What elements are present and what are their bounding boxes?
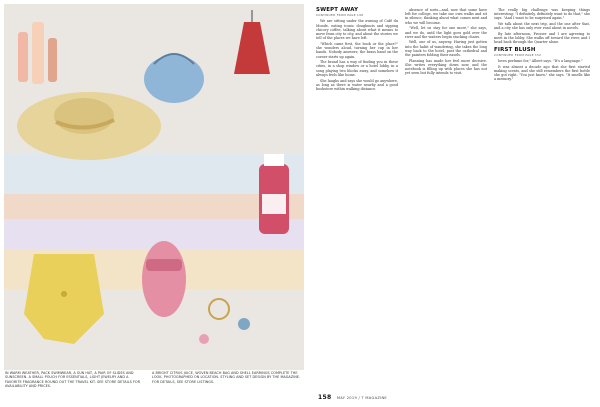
collage-artwork xyxy=(4,4,304,370)
paragraph: "Which came first, the book or the place?" she wonders aloud, turning her cup in her hands. Nobody answers; the brass band on the corner starts up again. xyxy=(316,41,398,59)
paragraph: We talk about the next trip, and the one after that, and a city she has only ever read about in novels. xyxy=(494,22,590,31)
paragraph: The brand has a way of finding you in these cities, in a shop window or a hotel lobby, in a song playing two blocks away, and somehow it always feels like home. xyxy=(316,60,398,77)
paragraph: By late afternoon, Prosser and I are agreeing to meet in the lobby. She walks off toward the river, and I head back through the Quarter alone. xyxy=(494,32,590,45)
page-footer xyxy=(318,394,387,401)
sub-continued-line: CONTINUED FROM PAGE 152 xyxy=(494,52,542,57)
paragraph: "Well, let us stay for one more," she says, and we do, until the light goes gold over the river and the waiters begin stacking chairs. xyxy=(405,26,487,39)
sub-article-kicker: FIRST BLUSH xyxy=(494,46,536,53)
article-column-2 xyxy=(405,8,487,77)
paragraph: We are sitting under the awning of Café du Monde, eating iconic doughnuts and sipping chicory coffee, talking about what it means to move from city to city, and about the stories we tell of the places we have left. xyxy=(316,19,398,41)
paragraph: She laughs and says she would go anywhere, as long as there is water nearby and a good bookstore within walking distance. xyxy=(316,78,398,91)
continued-from-line: CONTINUED FROM PAGE 148 xyxy=(316,13,364,18)
photo-caption-right: A BRIGHT CITRUS JUICE, WOVEN BEACH BAG AND SHELL EARRINGS COMPLETE THE LOOK. PHOTOGRAPHED ON LOCATION. STYLING AND SET DESIGN BY THE MAGAZINE. FOR DETAILS, SEE STORE LISTINGS. xyxy=(152,371,301,384)
article-kicker: SWEPT AWAY xyxy=(316,7,359,13)
pink-slides-image xyxy=(142,241,186,317)
paragraph: Planning has made her feel more decisive. She writes everything down now, and the notebook is filling up with places she has not yet seen but fully intends to visit. xyxy=(405,58,487,76)
article-column-1 xyxy=(316,8,398,93)
paragraph: absence of sorts—and, now that some have left for college, we take our own walks and sit in silence, thinking about what comes next and who we will become. xyxy=(405,8,487,25)
juice-bottle-image xyxy=(259,154,289,234)
product-photo-collage xyxy=(4,4,304,370)
photo-caption-left: IN WARM WEATHER, PACK SWIMWEAR, A SUN HAT, A PAIR OF SLIDES AND SUNSCREEN. A SMALL POUCH FOR ESSENTIALS, LIGHT JEWELRY AND A FAVORITE FRAGRANCE ROUND OUT THE TRAVEL KIT. SEE STORE DETAILS FOR AVAILABILITY AND PRICES. xyxy=(5,371,141,388)
sun-hat-image xyxy=(17,92,161,160)
article-column-3 xyxy=(494,8,590,83)
paragraph: It was almost a decade ago that she first started making scents, and she still remembers the first bottle she got right. "You just know," she says. "It smells like a memory." xyxy=(494,64,590,82)
paragraph: loves perfume for," Albert says. "It's a language." xyxy=(498,59,583,64)
page-number: 158 xyxy=(318,394,332,401)
issue-label: MAY 2019 / T MAGAZINE xyxy=(336,396,388,400)
paragraph: The really big challenge was keeping things interesting: "I definitely, definitely want to do that," she says. "And I want to be surprised again." xyxy=(494,8,590,21)
paragraph: Well, one of us, anyway. Having just gotten into the habit of wandering, she takes the long way back to the hotel, past the cathedral and the painters folding their easels. xyxy=(405,40,487,58)
